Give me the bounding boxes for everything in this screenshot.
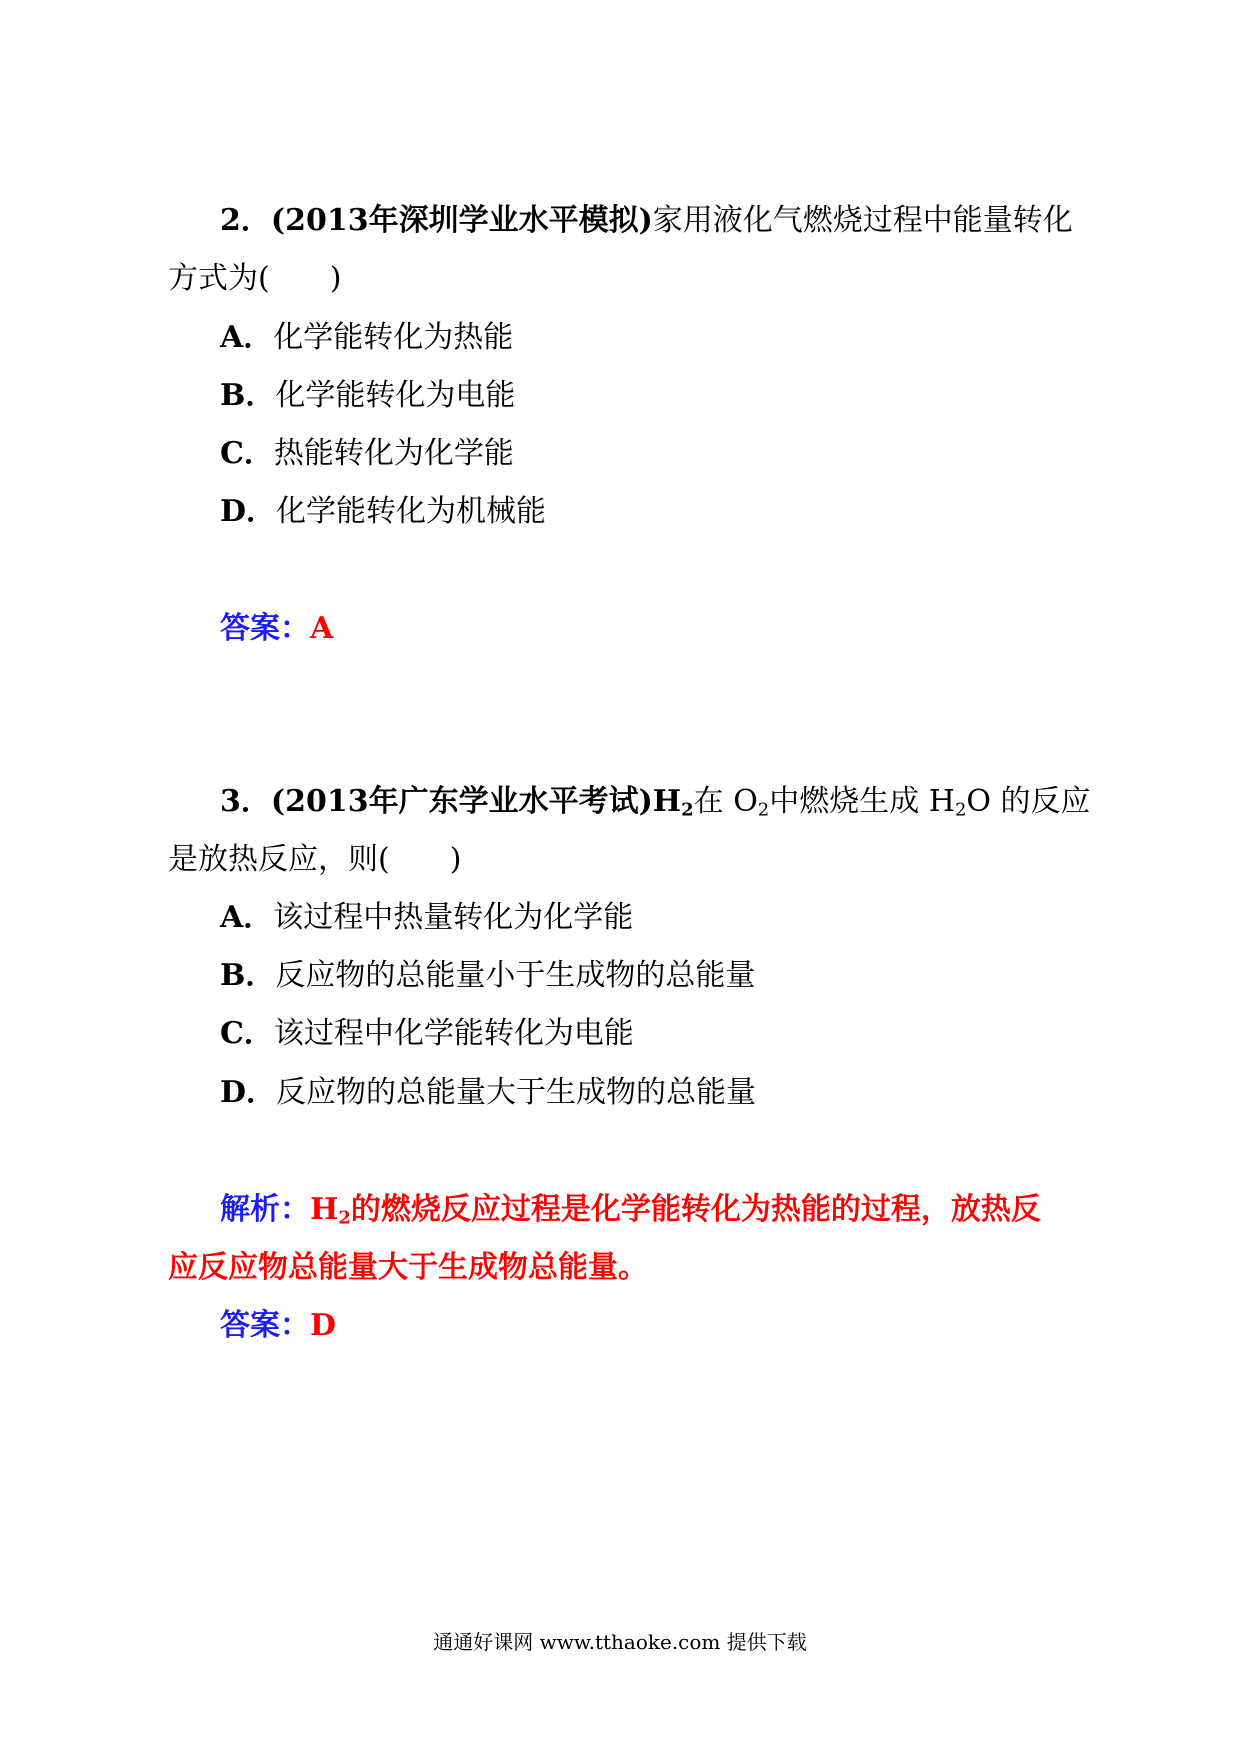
- option-text: 该过程中热量转化为化学能: [273, 900, 634, 935]
- option-text: 反应物的总能量大于生成物的总能量: [276, 1075, 757, 1110]
- q3-option-c: [220, 1014, 634, 1054]
- q3-analysis-line1: [220, 1190, 1041, 1230]
- answer-label: 答案：: [220, 1308, 310, 1343]
- q3-option-a: [220, 898, 633, 938]
- option-text: 该过程中化学能转化为电能: [273, 1016, 634, 1051]
- analysis-formula-h2: $H_2$: [310, 1192, 351, 1229]
- q2-stem-line2: 方式为( ): [168, 261, 342, 296]
- q2-option-d: [220, 492, 546, 532]
- q3-stem-line2: 是放热反应，则( ): [168, 842, 462, 877]
- q3-stem-mid1: 在 O: [693, 784, 758, 819]
- q2-source: (2013年深圳学业水平模拟): [270, 203, 653, 238]
- formula-h2o-sub: 2: [954, 799, 967, 821]
- option-letter: A．: [220, 320, 274, 355]
- option-text: 热能转化为化学能: [273, 436, 514, 471]
- q2-option-b: [220, 376, 515, 416]
- analysis-text: 的燃烧反应过程是化学能转化为热能的过程，放热反: [350, 1192, 1041, 1227]
- q2-number: 2．: [220, 203, 271, 238]
- q3-number: 3．: [220, 784, 271, 819]
- option-text: 化学能转化为机械能: [276, 494, 547, 529]
- q3-option-b: [220, 956, 755, 996]
- option-letter: A．: [220, 900, 274, 935]
- formula-h2: $H_2$: [652, 784, 694, 821]
- option-letter: B．: [220, 958, 276, 993]
- option-letter: D．: [220, 494, 277, 529]
- q2-option-c: [220, 434, 514, 474]
- page-footer: 通通好课网 www.tthaoke.com 提供下载: [433, 1630, 807, 1654]
- option-text: 化学能转化为热能: [273, 320, 514, 355]
- option-letter: C．: [220, 436, 274, 471]
- q3-answer: [220, 1306, 336, 1346]
- answer-value: A: [310, 611, 334, 646]
- analysis-label: 解析：: [220, 1192, 310, 1227]
- formula-o2-sub: 2: [757, 799, 770, 821]
- answer-label: 答案：: [220, 611, 310, 646]
- q3-stem-line1: [220, 782, 1091, 822]
- q2-answer: [220, 609, 333, 649]
- answer-value: D: [310, 1308, 337, 1343]
- option-text: 化学能转化为电能: [275, 378, 516, 413]
- q3-stem-end: O 的反应: [966, 784, 1091, 819]
- option-text: 反应物的总能量小于生成物的总能量: [275, 958, 756, 993]
- q2-stem-line1: [220, 201, 1073, 241]
- q3-stem-mid2: 中燃烧生成 H: [769, 784, 955, 819]
- option-letter: B．: [220, 378, 276, 413]
- q3-option-d: [220, 1073, 756, 1113]
- q3-source: (2013年广东学业水平考试): [270, 784, 653, 819]
- q3-analysis-line2: 应反应物总能量大于生成物总能量。: [168, 1250, 648, 1285]
- q2-option-a: [220, 318, 513, 358]
- option-letter: C．: [220, 1016, 274, 1051]
- q2-stem-text: 家用液化气燃烧过程中能量转化: [652, 203, 1073, 238]
- option-letter: D．: [220, 1075, 277, 1110]
